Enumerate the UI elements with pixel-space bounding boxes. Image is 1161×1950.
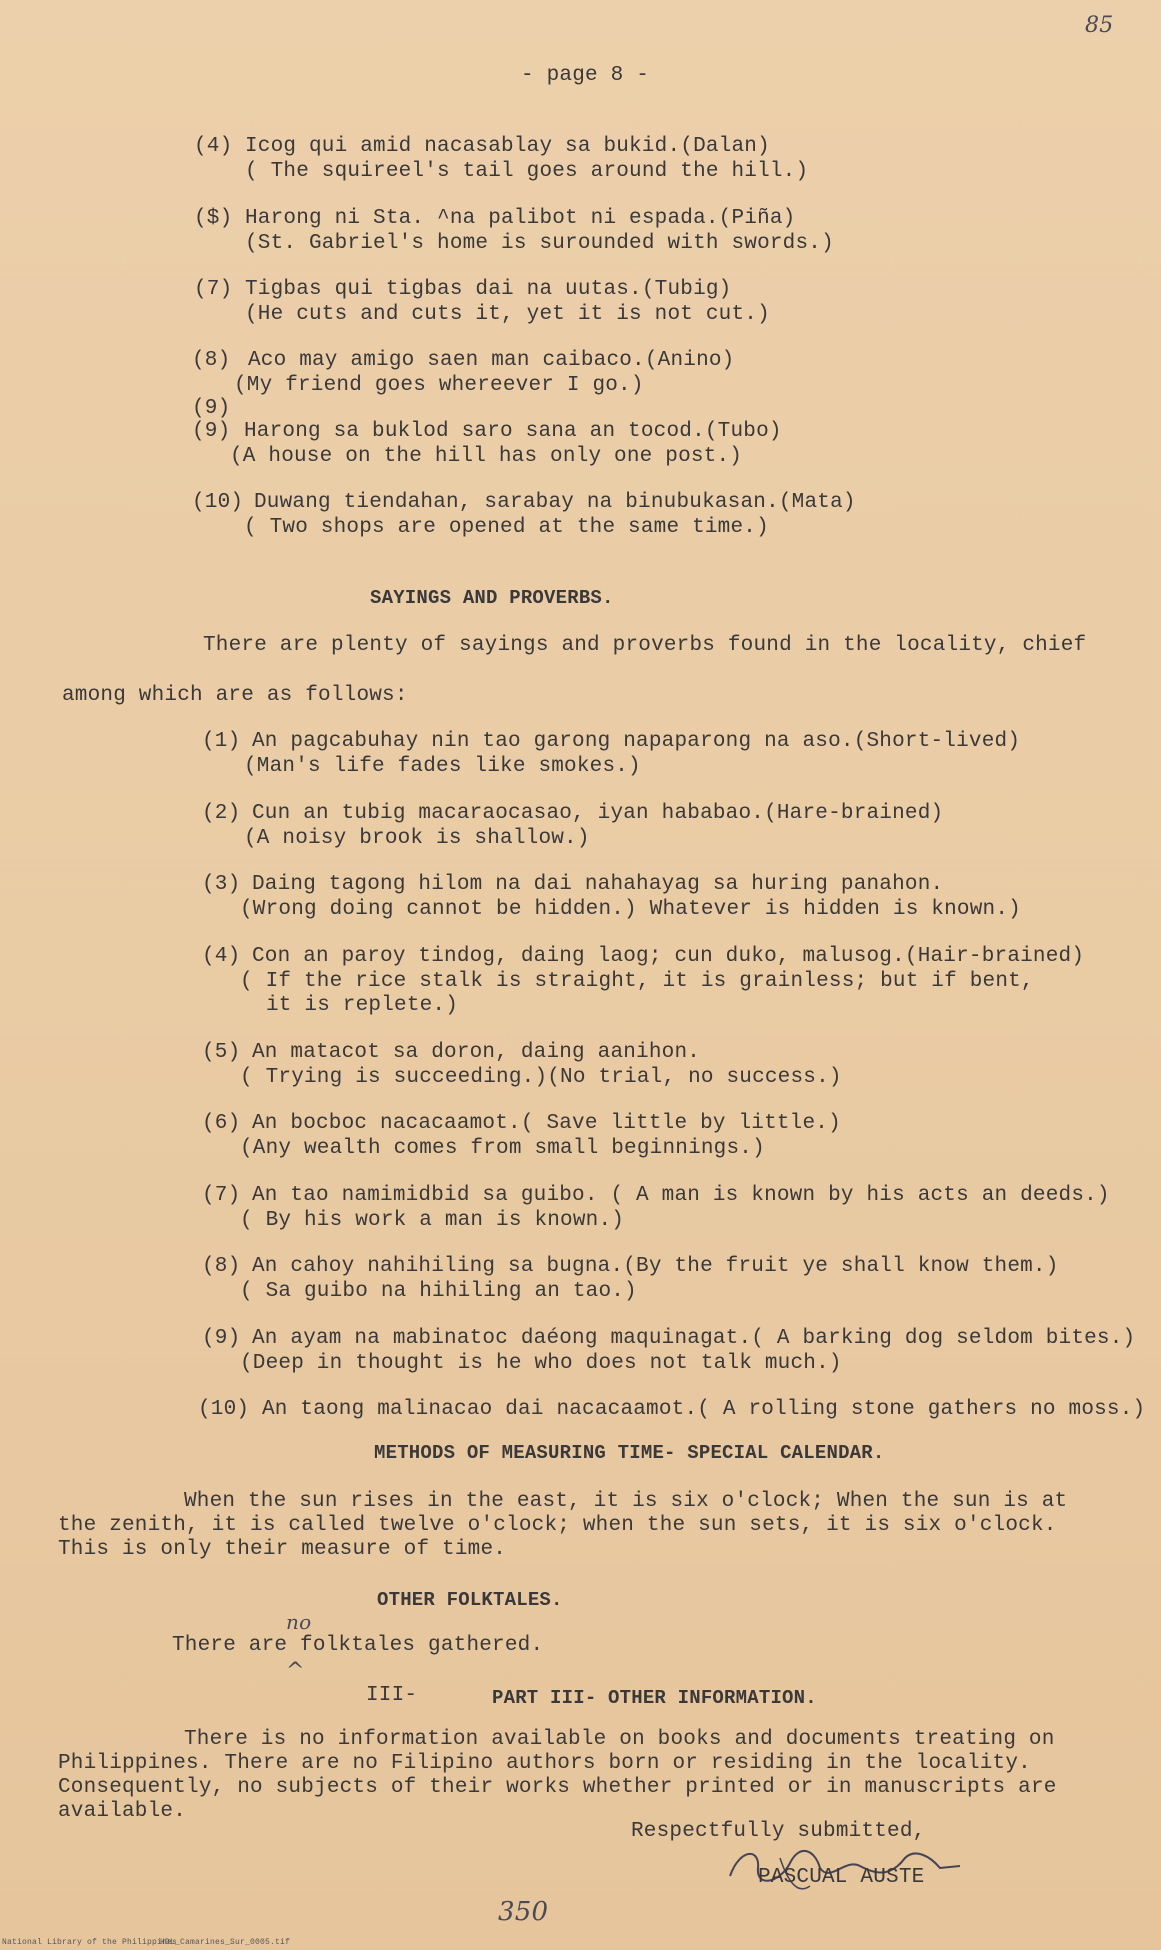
part3-prefix: III- xyxy=(366,1684,418,1707)
riddle-translation: ( Two shops are opened at the same time.) xyxy=(244,516,769,539)
saying-number: (8) xyxy=(202,1255,241,1278)
footer-library: National Library of the Philippines xyxy=(2,1938,178,1947)
saying-translation: (Any wealth comes from small beginnings.) xyxy=(240,1137,765,1160)
page-number-note: 85 xyxy=(1085,13,1114,38)
riddle-text: Icog qui amid nacasablay sa bukid.(Dalan) xyxy=(245,135,770,158)
saying-translation: ( If the rice stalk is straight, it is grainless; but if bent, xyxy=(240,970,1034,993)
riddle-text: Harong sa buklod saro sana an tocod.(Tubo) xyxy=(244,420,782,443)
saying-translation: (Deep in thought is he who does not talk much.) xyxy=(240,1352,842,1375)
saying-translation: ( Sa guibo na hihiling an tao.) xyxy=(240,1280,637,1303)
riddle-translation: (A house on the hill has only one post.) xyxy=(230,445,743,468)
folktales-caret: ^ xyxy=(286,1659,305,1684)
folktales-line: There are folktales gathered. xyxy=(172,1634,544,1657)
time-paragraph: When the sun rises in the east, it is six o'clock; When the sun is at xyxy=(184,1490,1068,1513)
riddle-number: (9) xyxy=(192,397,231,420)
saying-translation: (A noisy brook is shallow.) xyxy=(244,827,590,850)
saying-text: An matacot sa doron, daing aanihon. xyxy=(252,1041,701,1064)
time-heading: METHODS OF MEASURING TIME- SPECIAL CALENDAR. xyxy=(374,1442,885,1464)
saying-translation: (Wrong doing cannot be hidden.) Whatever is hidden is known.) xyxy=(240,898,1021,921)
folktales-insert: no xyxy=(286,1610,312,1634)
riddle-text: Aco may amigo saen man caibaco.(Anino) xyxy=(248,349,735,372)
saying-text: An pagcabuhay nin tao garong napaparong na aso.(Short-lived) xyxy=(252,730,1021,753)
riddle-translation: (St. Gabriel's home is surounded with swords.) xyxy=(245,232,834,255)
saying-translation: it is replete.) xyxy=(266,994,459,1017)
riddle-translation: (My friend goes whereever I go.) xyxy=(234,374,644,397)
part3-paragraph: There is no information available on books and documents treating on xyxy=(184,1728,1055,1751)
saying-number: (3) xyxy=(202,873,241,896)
saying-text: An ayam na mabinatoc daéong maquinagat.( A barking dog seldom bites.) xyxy=(252,1327,1136,1350)
time-paragraph: This is only their measure of time. xyxy=(58,1538,507,1561)
page-label: - page 8 - xyxy=(521,64,650,87)
saying-translation: (Man's life fades like smokes.) xyxy=(244,755,641,778)
riddle-number: (9) xyxy=(192,420,231,443)
saying-text: Daing tagong hilom na dai nahahayag sa huring panahon. xyxy=(252,873,944,896)
saying-number: (4) xyxy=(202,945,241,968)
riddle-number: ($) xyxy=(194,207,233,230)
respectfully-submitted: Respectfully submitted, xyxy=(631,1820,926,1843)
riddle-number: (4) xyxy=(194,135,233,158)
saying-number: (7) xyxy=(202,1184,241,1207)
author-name: PASCUAL AUSTE xyxy=(758,1866,925,1889)
sheet-number: 350 xyxy=(498,1897,549,1927)
saying-text: An tao namimidbid sa guibo. ( A man is known by his acts an deeds.) xyxy=(252,1184,1110,1207)
riddle-number: (8) xyxy=(192,349,231,372)
part3-paragraph: Consequently, no subjects of their works whether printed or in manuscripts are xyxy=(58,1776,1057,1799)
time-paragraph: the zenith, it is called twelve o'clock; when the sun sets, it is six o'clock. xyxy=(58,1514,1057,1537)
riddle-number: (10) xyxy=(192,491,244,514)
sayings-intro: There are plenty of sayings and proverbs found in the locality, chief xyxy=(203,634,1087,657)
folktales-heading: OTHER FOLKTALES. xyxy=(377,1589,563,1611)
saying-number: (2) xyxy=(202,802,241,825)
riddle-translation: (He cuts and cuts it, yet it is not cut.) xyxy=(245,303,770,326)
riddle-translation: ( The squireel's tail goes around the hill.) xyxy=(245,160,809,183)
saying-text: An taong malinacao dai nacacaamot.( A rolling stone gathers no moss.) xyxy=(262,1398,1146,1421)
saying-text: Con an paroy tindog, daing laog; cun duko, malusog.(Hair-brained) xyxy=(252,945,1085,968)
riddle-text: Tigbas qui tigbas dai na uutas.(Tubig) xyxy=(245,278,732,301)
part3-paragraph: available. xyxy=(58,1800,187,1823)
riddle-text: Harong ni Sta. ^na palibot ni espada.(Piña) xyxy=(245,207,796,230)
part3-heading: PART III- OTHER INFORMATION. xyxy=(492,1687,817,1709)
saying-translation: ( Trying is succeeding.)(No trial, no success.) xyxy=(240,1066,842,1089)
saying-number: (5) xyxy=(202,1041,241,1064)
saying-number: (1) xyxy=(202,730,241,753)
saying-number: (6) xyxy=(202,1112,241,1135)
saying-number: (10) xyxy=(198,1398,250,1421)
part3-paragraph: Philippines. There are no Filipino authors born or residing in the locality. xyxy=(58,1752,1031,1775)
sayings-heading: SAYINGS AND PROVERBS. xyxy=(370,587,614,609)
sayings-intro: among which are as follows: xyxy=(62,684,408,707)
saying-translation: ( By his work a man is known.) xyxy=(240,1209,625,1232)
saying-number: (9) xyxy=(202,1327,241,1350)
saying-text: An cahoy nahihiling sa bugna.(By the fruit ye shall know them.) xyxy=(252,1255,1059,1278)
riddle-number: (7) xyxy=(194,278,233,301)
riddle-text: Duwang tiendahan, sarabay na binubukasan.(Mata) xyxy=(254,491,856,514)
footer-file: HDL_Camarines_Sur_0005.tif xyxy=(160,1938,291,1947)
saying-text: An bocboc nacacaamot.( Save little by little.) xyxy=(252,1112,841,1135)
saying-text: Cun an tubig macaraocasao, iyan hababao.(Hare-brained) xyxy=(252,802,944,825)
